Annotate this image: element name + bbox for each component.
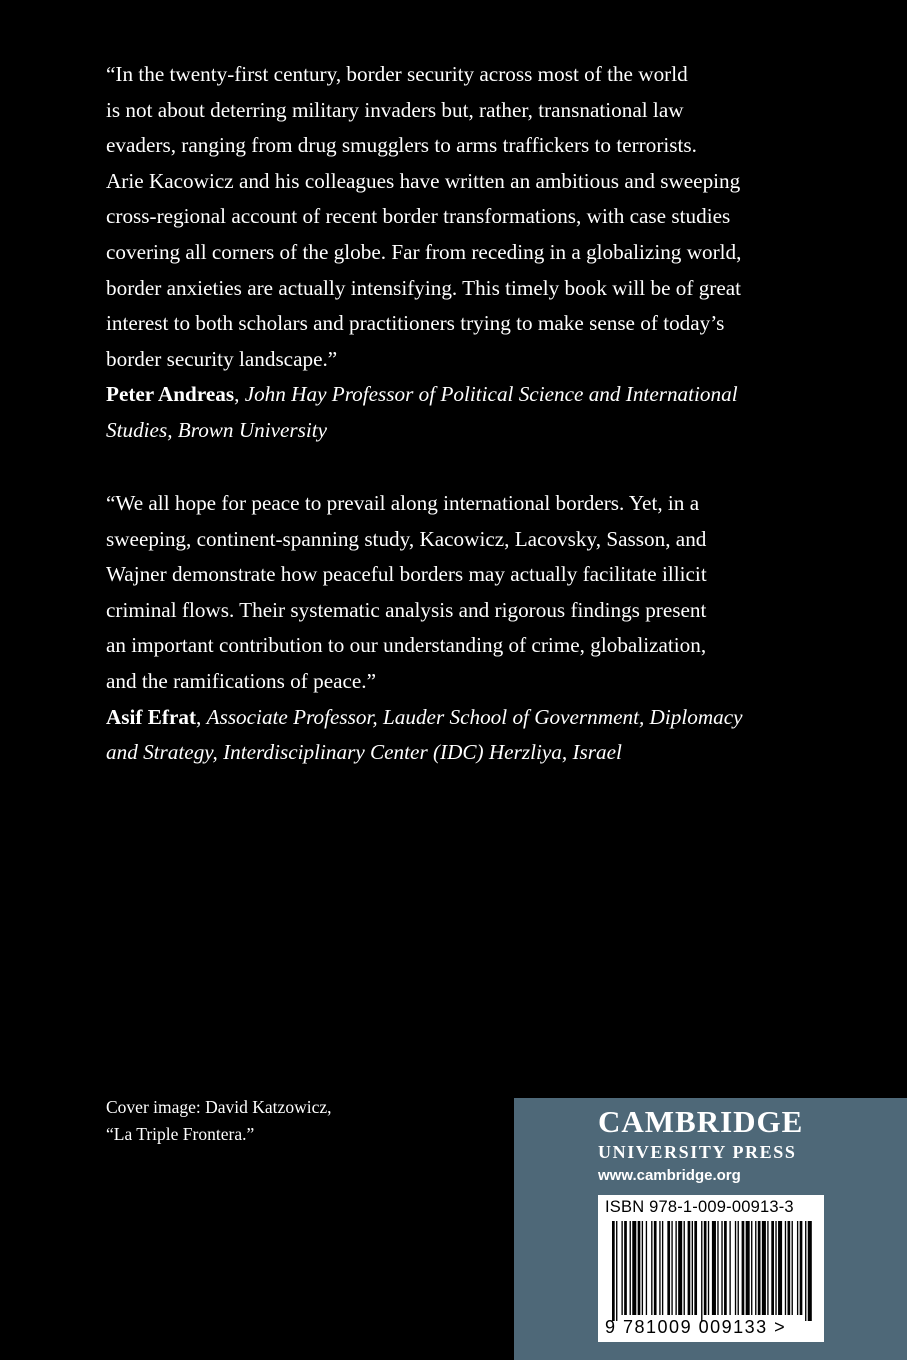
barcode-bar — [805, 1221, 806, 1321]
quote-line: interest to both scholars and practitioners trying to make sense of today’s — [106, 311, 725, 336]
quote-line: is not about deterring military invaders but, rather, transnational law — [106, 97, 684, 122]
quote-line: sweeping, continent-spanning study, Kacowicz, Lacovsky, Sasson, and — [106, 526, 707, 551]
barcode-bar — [642, 1221, 643, 1315]
barcode-bar — [701, 1221, 702, 1321]
barcode-bar — [792, 1221, 793, 1315]
quote-line: “In the twenty-first century, border security across most of the world — [106, 62, 688, 86]
barcode-bar — [708, 1221, 709, 1315]
barcode-bar — [651, 1221, 652, 1315]
barcode-bar — [630, 1221, 631, 1315]
barcode-bar — [735, 1221, 736, 1315]
endorser-name: Asif Efrat — [106, 704, 197, 729]
endorser-attribution: Asif Efrat, Associate Professor, Lauder School of Government, Diplomacy — [106, 704, 743, 729]
quote-line: border anxieties are actually intensifying. This timely book will be of great — [106, 275, 742, 300]
barcode-bar — [724, 1221, 727, 1315]
barcode-bar — [788, 1221, 791, 1315]
quote-line: covering all corners of the globe. Far from receding in a globalizing world, — [106, 239, 742, 264]
quote-line: an important contribution to our understanding of crime, globalization, — [106, 633, 707, 658]
barcode-bar — [612, 1221, 615, 1321]
endorser-title: John Hay Professor of Political Science and International — [244, 382, 738, 407]
credit-line: “La Triple Frontera.” — [106, 1124, 255, 1144]
publisher-logo-sub: UNIVERSITY PRESS — [598, 1142, 797, 1162]
barcode-bar — [694, 1221, 697, 1315]
barcode-bar — [717, 1221, 718, 1315]
barcode-bar — [797, 1221, 798, 1315]
barcode-bar — [678, 1221, 682, 1315]
publisher-url: www.cambridge.org — [598, 1167, 741, 1184]
barcode-bar — [684, 1221, 685, 1315]
isbn-label: ISBN 978-1-009-00913-3 — [605, 1198, 794, 1216]
barcode-bar — [654, 1221, 657, 1315]
endorsement-2 — [106, 486, 806, 771]
barcode-bar — [659, 1221, 660, 1315]
barcode-bar — [638, 1221, 641, 1315]
endorser-title: Associate Professor, Lauder School of Government, Diplomacy — [206, 704, 743, 729]
quote-line: Wajner demonstrate how peaceful borders may actually facilitate illicit — [106, 562, 707, 587]
barcode-bar — [808, 1221, 812, 1321]
barcode-bar — [662, 1221, 663, 1315]
barcode-bar — [746, 1221, 750, 1315]
endorser-name: Peter Andreas — [106, 382, 235, 407]
barcode-bar — [767, 1221, 768, 1315]
barcode-bar — [704, 1221, 707, 1315]
barcode-bar — [758, 1221, 761, 1315]
barcode-bar — [775, 1221, 776, 1315]
barcode-bar — [646, 1221, 647, 1315]
barcode-bar — [800, 1221, 803, 1315]
quote-line: and the ramifications of peace.” — [106, 668, 377, 693]
barcode-bar — [729, 1221, 730, 1315]
barcode-bar — [742, 1221, 745, 1315]
barcode-bar — [616, 1221, 617, 1321]
barcode-bar — [785, 1221, 786, 1315]
endorsement-1 — [106, 57, 806, 449]
quote-line: Arie Kacowicz and his colleagues have written an ambitious and sweeping — [106, 168, 741, 193]
barcode-digits: 9 781009 009133 > — [605, 1317, 787, 1337]
credit-line: Cover image: David Katzowicz, — [106, 1097, 332, 1117]
endorser-title-continued: Studies, Brown University — [106, 417, 328, 442]
barcode-block — [598, 1195, 824, 1342]
barcode-bar — [624, 1221, 627, 1315]
barcode-bar — [667, 1221, 670, 1315]
publisher-panel — [514, 1098, 907, 1360]
barcode-bar — [762, 1221, 766, 1315]
quote-line: “We all hope for peace to prevail along international borders. Yet, in a — [106, 491, 700, 515]
quote-line: border security landscape.” — [106, 346, 338, 371]
barcode-bar — [688, 1221, 691, 1315]
barcode-bar — [755, 1221, 756, 1315]
quote-line: cross-regional account of recent border transformations, with case studies — [106, 204, 731, 229]
publisher-logo-name: CAMBRIDGE — [598, 1104, 804, 1139]
barcode-bar — [771, 1221, 774, 1315]
barcode-bar — [621, 1221, 622, 1315]
barcode-bar — [738, 1221, 739, 1315]
endorser-title-continued: and Strategy, Interdisciplinary Center (IDC) Herzliya, Israel — [106, 740, 622, 765]
quote-line: criminal flows. Their systematic analysis and rigorous findings present — [106, 597, 707, 622]
barcode-bar — [675, 1221, 676, 1315]
barcode-bar — [721, 1221, 722, 1315]
barcode-bar — [692, 1221, 693, 1315]
barcode-bar — [751, 1221, 752, 1315]
barcode-bar — [671, 1221, 672, 1315]
barcode-bar — [712, 1221, 716, 1315]
endorser-attribution: Peter Andreas, John Hay Professor of Political Science and International — [106, 382, 738, 407]
quote-line: evaders, ranging from drug smugglers to arms traffickers to terrorists. — [106, 133, 697, 158]
cover-image-credit — [106, 1094, 331, 1148]
barcode-bar — [778, 1221, 782, 1315]
barcode-bar — [632, 1221, 636, 1315]
